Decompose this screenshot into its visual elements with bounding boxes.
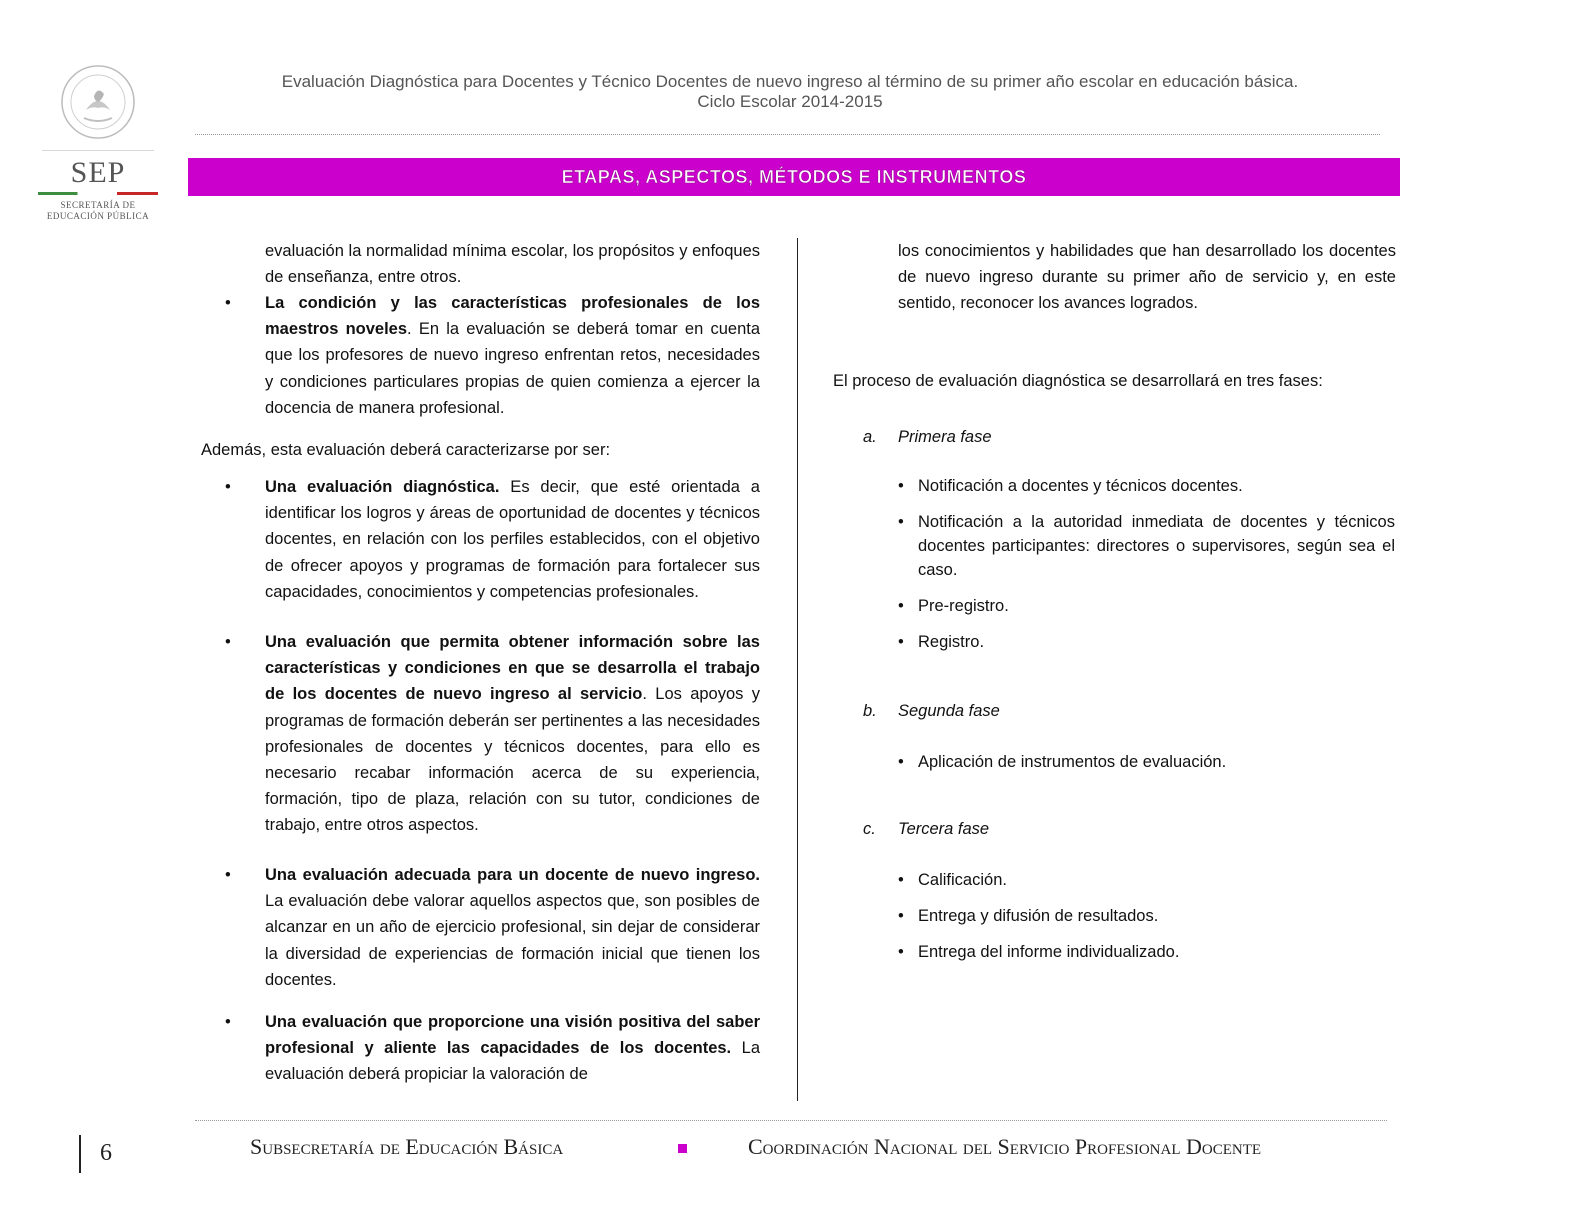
bullet-icon: •: [225, 866, 231, 884]
column-divider: [797, 238, 798, 1101]
list-item-bold: Una evaluación diagnóstica.: [265, 478, 500, 496]
list-item-text: Notificación a la autoridad inmediata de docentes y técnicos docentes participantes: directores o supervisores, según sea el caso.: [918, 513, 1395, 579]
section-banner: [188, 158, 1400, 196]
bullet-icon: •: [898, 753, 904, 771]
list-item-text: La evaluación debe valorar aquellos aspectos que, son posibles de alcanzar en un año de ejercicio profesional, sin dejar de considerar la diversidad de experiencias de formación inicial que tienen los docentes.: [265, 892, 760, 989]
list-item-text: Aplicación de instrumentos de evaluación.: [918, 753, 1227, 771]
sep-logo-sub2: EDUCACIÓN PÚBLICA: [46, 211, 150, 221]
bullet-icon: •: [225, 294, 231, 312]
footer-separator-square: [678, 1144, 687, 1153]
list-item-bold: La condición y las características profesionales de los maestros noveles: [265, 294, 760, 339]
page-number: 6: [100, 1140, 112, 1166]
bullet-icon: •: [898, 477, 904, 495]
sep-logo-title: SEP: [70, 156, 126, 189]
phase-letter: a.: [863, 428, 877, 446]
list-item-text: Es decir, que esté orientada a identificar los logros y áreas de oportunidad de docentes y técnicos docentes, en relación con los perfiles establecidos, con el objetivo de ofrecer apoyos y programas de formación para fortalecer sus capacidades, conocimientos y competencias profesionales.: [265, 478, 760, 601]
list-item-text: Notificación a docentes y técnicos docentes.: [918, 477, 1243, 495]
right-continuation-text: los conocimientos y habilidades que han desarrollado los docentes de nuevo ingreso durante su primer año de servicio y, en este sentido, reconocer los avances logrados.: [898, 242, 1396, 313]
list-item-text: Calificación.: [918, 871, 1007, 889]
phase-letter: c.: [863, 820, 876, 838]
bullet-icon: •: [898, 633, 904, 651]
footer-right-text: Coordinación Nacional del Servicio Profesional Docente: [748, 1134, 1262, 1159]
sep-logo-stripe: [38, 192, 158, 195]
bullet-icon: •: [898, 597, 904, 615]
coat-of-arms-seal: [58, 62, 138, 142]
bullet-icon: •: [225, 633, 231, 651]
header-title-line2: Ciclo Escolar 2014-2015: [697, 92, 883, 111]
document-header: [190, 72, 1390, 112]
list-item-bold: Una evaluación que proporcione una visión positiva del saber profesional y aliente las capacidades de los docentes.: [265, 1013, 760, 1058]
list-item-bold: Una evaluación que permita obtener información sobre las características y condiciones en que se desarrolla el trabajo de los docentes de nuevo ingreso al servicio: [265, 633, 760, 704]
header-divider: [195, 134, 1380, 135]
left-continuation-text: evaluación la normalidad mínima escolar, los propósitos y enfoques de enseñanza, entre otros.: [265, 242, 760, 287]
sep-logo: [32, 150, 164, 222]
list-item-text: La evaluación deberá propiciar la valoración de: [265, 1039, 761, 1084]
phase-letter: b.: [863, 702, 877, 720]
footer-divider: [195, 1120, 1387, 1121]
phase-title: Tercera fase: [898, 820, 990, 838]
list-item-text: . Los apoyos y programas de formación deberán ser pertinentes a las necesidades profesionales de docentes y técnicos docentes, para ello es necesario recabar información acerca de su experiencia, formación, tipo de plaza, relación con su tutor, condiciones de trabajo, entre otros aspectos.: [265, 685, 760, 835]
right-intro-text: El proceso de evaluación diagnóstica se desarrollará en tres fases:: [833, 372, 1323, 390]
page-number-bar: [79, 1135, 81, 1173]
list-item-text: Entrega del informe individualizado.: [918, 943, 1180, 961]
list-item-bold: Una evaluación adecuada para un docente de nuevo ingreso.: [265, 866, 760, 884]
bullet-icon: •: [898, 943, 904, 961]
list-item-text: Entrega y difusión de resultados.: [918, 907, 1159, 925]
list-item-text: . En la evaluación se deberá tomar en cuenta que los profesores de nuevo ingreso enfrentan retos, necesidades y condiciones particulares propias de quien comienza a ejercer la docencia de manera profesional.: [265, 320, 761, 417]
list-item-text: Registro.: [918, 633, 985, 651]
bullet-icon: •: [898, 513, 904, 531]
phase-title: Primera fase: [898, 428, 992, 446]
bullet-icon: •: [225, 1013, 231, 1031]
left-intro-text: Además, esta evaluación deberá caracterizarse por ser:: [201, 441, 611, 459]
list-item-text: Pre-registro.: [918, 597, 1009, 615]
footer-left-text: Subsecretaría de Educación Básica: [250, 1134, 564, 1159]
bullet-icon: •: [898, 871, 904, 889]
header-title-line1: Evaluación Diagnóstica para Docentes y Técnico Docentes de nuevo ingreso al término de su primer año escolar en educación básica.: [281, 72, 1299, 91]
bullet-icon: •: [898, 907, 904, 925]
sep-logo-sub1: SECRETARÍA DE: [60, 200, 136, 210]
bullet-icon: •: [225, 478, 231, 496]
section-banner-title: ETAPAS, ASPECTOS, MÉTODOS E INSTRUMENTOS: [561, 167, 1027, 187]
phase-title: Segunda fase: [898, 702, 1000, 720]
